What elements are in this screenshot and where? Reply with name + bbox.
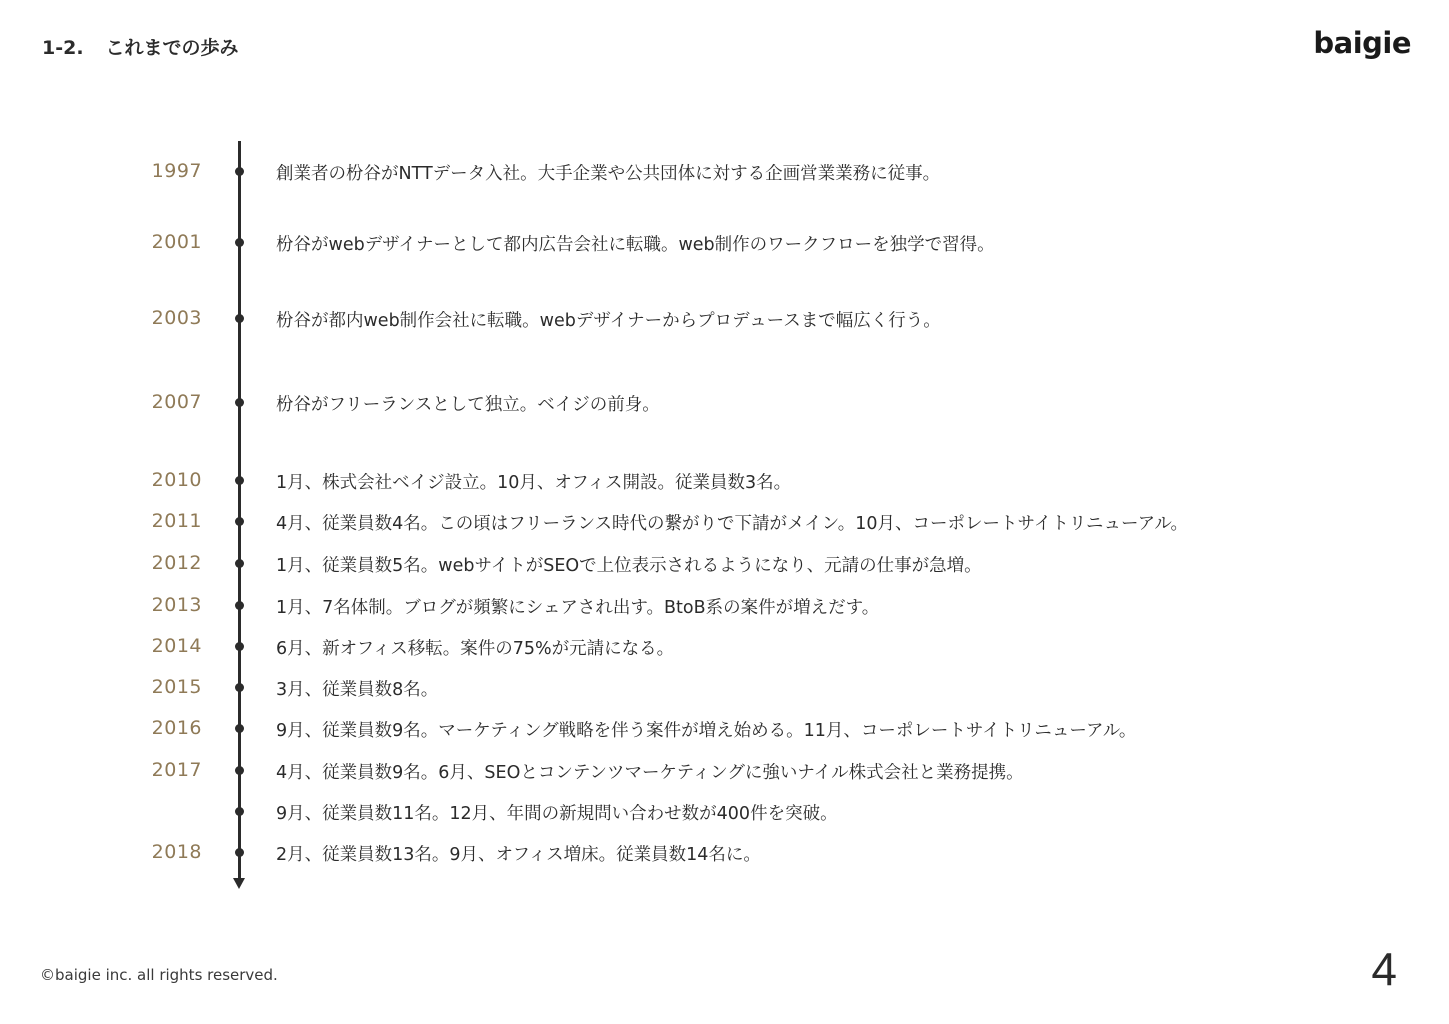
timeline-description: 1月、7名体制。ブログが頻繁にシェアされ出す。BtoB系の案件が増えだす。 [276, 598, 880, 618]
timeline-year: 2001 [151, 231, 202, 253]
timeline-dot [235, 683, 244, 692]
timeline-description: 2月、従業員数13名。9月、オフィス増床。従業員数14名に。 [276, 845, 761, 865]
timeline-year: 2016 [151, 717, 202, 739]
timeline-year: 2018 [151, 841, 202, 863]
timeline-year: 2013 [151, 594, 202, 616]
timeline-entry-2003 [0, 304, 1449, 334]
timeline-description: 9月、従業員数9名。マーケティング戦略を伴う案件が増え始める。11月、コーポレートサイトリニューアル。 [276, 721, 1137, 741]
timeline-year: 2007 [151, 391, 202, 413]
timeline-entry-2010 [0, 466, 1449, 496]
timeline-dot [235, 601, 244, 610]
baigie-logo: baigie [1313, 26, 1411, 60]
timeline-entry-2015 [0, 673, 1449, 703]
timeline-year: 1997 [151, 160, 202, 182]
timeline-entry-2011 [0, 507, 1449, 537]
timeline-dot [235, 559, 244, 568]
page-number: 4 [1371, 943, 1397, 995]
timeline-description: 枌谷がフリーランスとして独立。ベイジの前身。 [276, 395, 660, 415]
timeline-description: 9月、従業員数11名。12月、年間の新規問い合わせ数が400件を突破。 [276, 804, 838, 824]
timeline-entry-2013 [0, 591, 1449, 621]
section-heading: これまでの歩み [105, 37, 239, 59]
timeline-description: 3月、従業員数8名。 [276, 680, 439, 700]
timeline-description: 4月、従業員数9名。6月、SEOとコンテンツマーケティングに強いナイル株式会社と業務提携。 [276, 763, 1024, 783]
timeline-year: 2011 [151, 510, 202, 532]
timeline-description: 枌谷がwebデザイナーとして都内広告会社に転職。web制作のワークフローを独学で習得。 [276, 235, 995, 255]
timeline-description: 1月、株式会社ベイジ設立。10月、オフィス開設。従業員数3名。 [276, 473, 792, 493]
timeline-entry-2018 [0, 838, 1449, 868]
timeline-dot [235, 766, 244, 775]
timeline-dot [235, 642, 244, 651]
timeline-year: 2003 [151, 307, 202, 329]
timeline-year: 2015 [151, 676, 202, 698]
timeline-description: 1月、従業員数5名。webサイトがSEOで上位表示されるようになり、元請の仕事が急増。 [276, 556, 982, 576]
timeline-dot [235, 848, 244, 857]
timeline-dot [235, 314, 244, 323]
timeline-entry-2007 [0, 388, 1449, 418]
timeline-dot [235, 517, 244, 526]
timeline-description: 枌谷が都内web制作会社に転職。webデザイナーからプロデュースまで幅広く行う。 [276, 311, 941, 331]
timeline-year: 2014 [151, 635, 202, 657]
timeline-dot [235, 807, 244, 816]
timeline-entry-1997 [0, 157, 1449, 187]
section-number: 1-2. [42, 37, 84, 59]
section-title [42, 33, 239, 60]
timeline-year: 2010 [151, 469, 202, 491]
timeline-description: 4月、従業員数4名。この頃はフリーランス時代の繋がりで下請がメイン。10月、コーポレートサイトリニューアル。 [276, 514, 1189, 534]
timeline-dot [235, 724, 244, 733]
timeline-entry-2012 [0, 549, 1449, 579]
timeline-entry-2017-continued [0, 797, 1449, 827]
timeline-entry-2001 [0, 228, 1449, 258]
timeline-entry-2014 [0, 632, 1449, 662]
timeline-dot [235, 167, 244, 176]
timeline-dot [235, 238, 244, 247]
timeline-description: 6月、新オフィス移転。案件の75%が元請になる。 [276, 639, 675, 659]
timeline-description: 創業者の枌谷がNTTデータ入社。大手企業や公共団体に対する企画営業業務に従事。 [276, 164, 941, 184]
timeline-arrow-down-icon [233, 878, 245, 889]
timeline-entry-2017 [0, 756, 1449, 786]
timeline-dot [235, 476, 244, 485]
timeline-entry-2016 [0, 714, 1449, 744]
timeline-year: 2012 [151, 552, 202, 574]
timeline-year: 2017 [151, 759, 202, 781]
timeline-dot [235, 398, 244, 407]
copyright-notice: ©baigie inc. all rights reserved. [40, 966, 278, 984]
